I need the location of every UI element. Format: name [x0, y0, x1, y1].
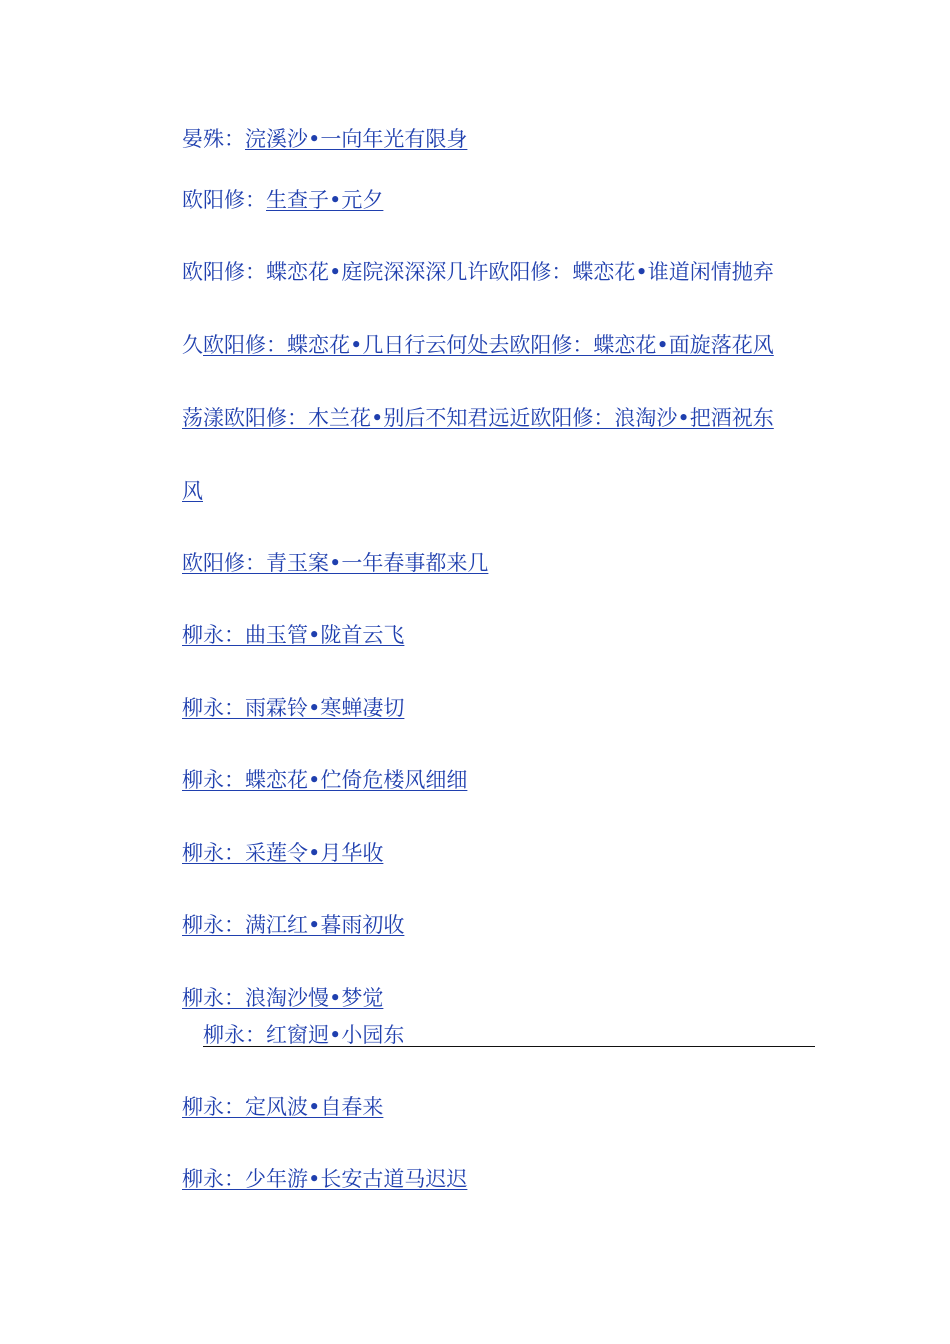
entry-link[interactable]: 欧阳修：青玉案•一年春事都来几: [182, 551, 489, 575]
list-item: [182, 1164, 467, 1194]
paragraph-text: 欧阳修：蝶恋花•谁道闲情抛弃: [488, 260, 774, 284]
entry-link[interactable]: 柳永：定风波•自春来: [182, 1095, 384, 1119]
entry-link[interactable]: 生查子•元夕: [266, 188, 384, 212]
entry-link[interactable]: 浣溪沙•一向年光有限身: [245, 127, 468, 151]
list-item: [182, 910, 404, 940]
list-item: [182, 548, 488, 578]
paragraph-line: [182, 257, 774, 287]
entry-author: 欧阳修：: [182, 188, 266, 212]
entry-author: 晏殊：: [182, 127, 245, 151]
entry-link[interactable]: 柳永：浪淘沙慢•梦觉: [182, 986, 384, 1010]
entry-line: [182, 185, 383, 215]
entry-link[interactable]: 欧阳修：浪淘沙•把酒祝东: [530, 406, 774, 430]
list-item: [182, 693, 404, 723]
entry-link[interactable]: 欧阳修：蝶恋花•几日行云何处去: [203, 333, 510, 357]
entry-link[interactable]: 风: [182, 479, 203, 503]
entry-link[interactable]: 柳永：蝶恋花•伫倚危楼风细细: [182, 768, 468, 792]
entry-link[interactable]: 荡漾: [182, 406, 224, 430]
paragraph-text: 久: [182, 333, 203, 357]
list-item: [182, 620, 404, 650]
entry-link[interactable]: 柳永：满江红•暮雨初收: [182, 913, 405, 937]
list-item: [182, 983, 383, 1013]
list-item: [182, 765, 467, 795]
entry-link[interactable]: 柳永：采莲令•月华收: [182, 841, 384, 865]
entry-link[interactable]: 柳永：雨霖铃•寒蝉凄切: [182, 696, 405, 720]
entry-line: [182, 124, 467, 154]
paragraph-line: [182, 330, 774, 360]
list-item: [182, 838, 383, 868]
entry-link[interactable]: 欧阳修：木兰花•别后不知君远近: [224, 406, 531, 430]
list-item: [182, 1092, 383, 1122]
ruled-entry: [203, 1020, 815, 1047]
entry-link[interactable]: 柳永：少年游•长安古道马迟迟: [182, 1167, 468, 1191]
entry-link[interactable]: 柳永：曲玉管•陇首云飞: [182, 623, 405, 647]
paragraph-text: 欧阳修：蝶恋花•庭院深深深几许: [182, 260, 489, 284]
ruled-entry-text[interactable]: 柳永：红窗迥•小园东: [203, 1023, 405, 1047]
paragraph-line: [182, 403, 774, 433]
entry-link[interactable]: 欧阳修：蝶恋花•面旋落花风: [509, 333, 774, 357]
paragraph-line: [182, 476, 203, 506]
